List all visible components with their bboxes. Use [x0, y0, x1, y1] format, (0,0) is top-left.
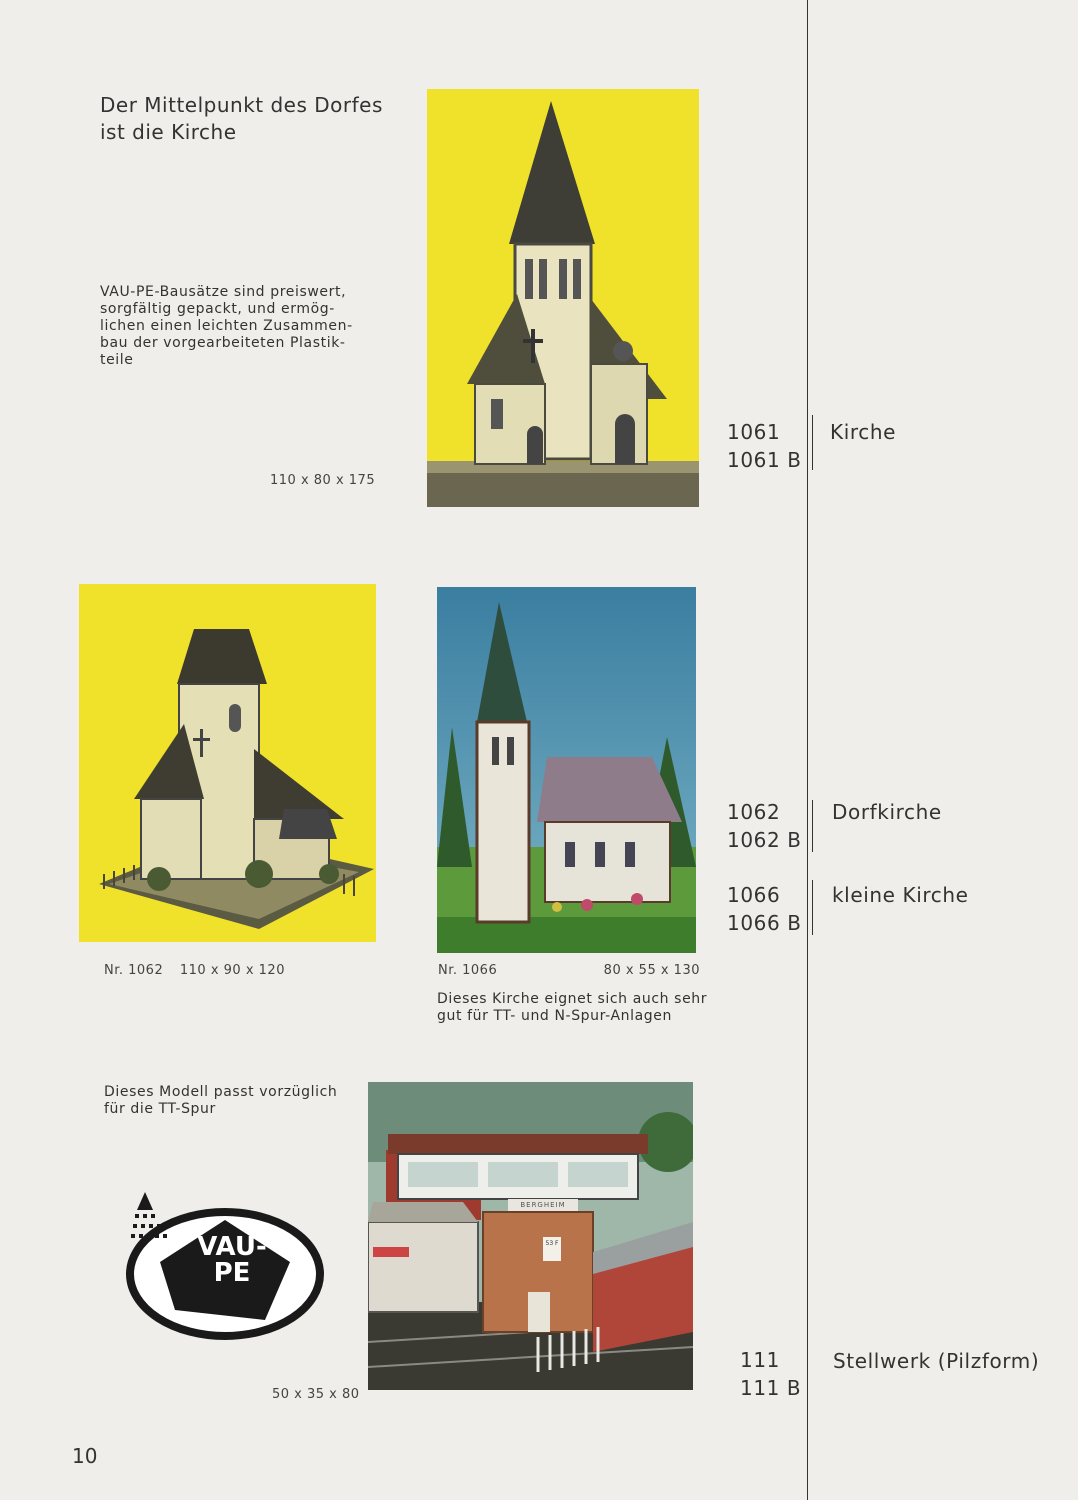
code: 111 B — [740, 1376, 802, 1400]
intro-line: bau der vorgearbeiteten Plastik- — [100, 335, 346, 351]
logo-line: PE — [213, 1258, 251, 1288]
code: 111 — [740, 1348, 780, 1372]
intro-line: lichen einen leichten Zusammen- — [100, 318, 353, 334]
caption-nr: Nr. 1062 — [104, 963, 164, 978]
logo-line: VAU- — [197, 1232, 267, 1262]
intro-line: sorgfältig gepackt, und ermög- — [100, 301, 335, 317]
divider-1061 — [812, 415, 813, 470]
divider-1062 — [812, 800, 813, 852]
caption-1066 — [438, 963, 700, 978]
headline-line-2: ist die Kirche — [100, 120, 237, 144]
name-stellwerk: Stellwerk (Pilzform) — [833, 1349, 1040, 1373]
photo-stellwerk-111 — [368, 1082, 693, 1390]
photo-kirche-1061 — [427, 89, 699, 507]
name-kirche: Kirche — [830, 420, 897, 444]
column-divider — [807, 0, 808, 1500]
station-sign: BERGHEIM — [520, 1201, 566, 1209]
code: 1066 — [727, 883, 781, 907]
name-dorfkirche: Dorfkirche — [832, 800, 942, 824]
intro-text — [100, 284, 353, 369]
codes-1066 — [727, 881, 802, 937]
code: 1061 B — [727, 448, 802, 472]
note-111 — [104, 1084, 337, 1118]
caption-dimensions: 80 x 55 x 130 — [603, 963, 700, 978]
photo-kleine-kirche-1066 — [437, 587, 696, 953]
note-line: Dieses Modell passt vorzüglich — [104, 1084, 338, 1100]
headline-line-1: Der Mittelpunkt des Dorfes — [100, 93, 383, 117]
codes-1062 — [727, 798, 802, 854]
caption-dimensions: 110 x 90 x 120 — [179, 963, 285, 978]
caption-nr: Nr. 1066 — [438, 963, 498, 978]
code: 1066 B — [727, 911, 802, 935]
intro-line: teile — [100, 352, 134, 368]
logo-text — [187, 1234, 277, 1286]
photo-dorfkirche-1062 — [79, 584, 376, 942]
divider-1066 — [812, 880, 813, 935]
note-1066 — [437, 991, 707, 1025]
code: 1061 — [727, 420, 781, 444]
dimensions-1061: 110 x 80 x 175 — [270, 473, 376, 488]
code: 1062 B — [727, 828, 802, 852]
name-kleine-kirche: kleine Kirche — [832, 883, 969, 907]
vau-pe-logo — [115, 1192, 325, 1342]
note-line: für die TT-Spur — [104, 1101, 216, 1117]
dimensions-111: 50 x 35 x 80 — [272, 1387, 360, 1402]
codes-1061 — [727, 418, 802, 474]
signal-box-plate: 53 F — [545, 1240, 559, 1247]
headline — [100, 92, 383, 146]
codes-111 — [740, 1346, 801, 1402]
intro-line: VAU-PE-Bausätze sind preiswert, — [100, 284, 347, 300]
note-line: gut für TT- und N-Spur-Anlagen — [437, 1008, 672, 1024]
code: 1062 — [727, 800, 781, 824]
page-number: 10 — [72, 1444, 98, 1468]
caption-1062 — [104, 963, 285, 978]
note-line: Dieses Kirche eignet sich auch sehr — [437, 991, 708, 1007]
